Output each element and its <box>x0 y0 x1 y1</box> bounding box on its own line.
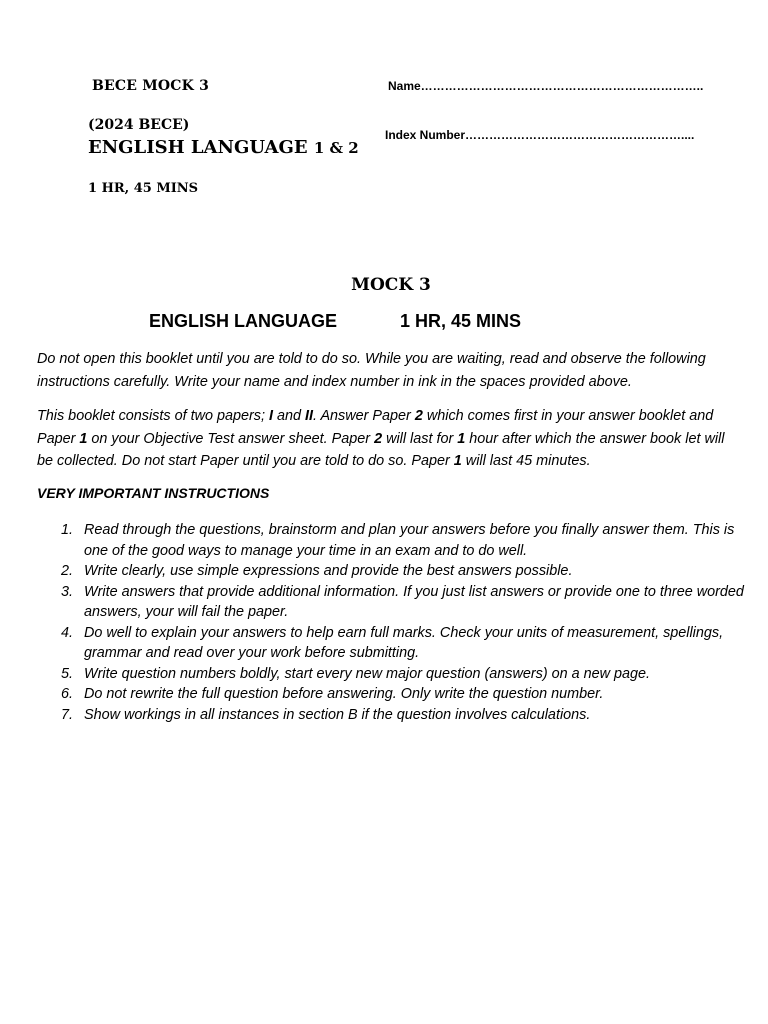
intro-emphasis: II <box>304 408 313 424</box>
intro-emphasis: 1 <box>453 453 462 469</box>
intro-emphasis: 2 <box>374 430 383 447</box>
intro-text: which comes first in your answer booklet and Paper <box>37 408 714 447</box>
list-item-number: 6. <box>61 686 74 702</box>
subject-heading <box>88 137 359 158</box>
list-item-text: Write answers that provide additional information. If you just list answers or provide one to three worded answers, your will fail the paper. <box>84 583 744 620</box>
list-item <box>0 684 744 705</box>
intro-text: will last for <box>382 430 458 447</box>
intro-paragraph-1: Do not open this booklet until you are told to do so. While you are waiting, read and observe the following instructions carefully. Write your name and index number in ink in the spaces provided above. <box>37 351 706 390</box>
list-item-text: Do not rewrite the full question before answering. Only write the question number. <box>84 686 604 702</box>
list-item <box>0 664 744 685</box>
list-item-text: Read through the questions, brainstorm and plan your answers before you finally answer them. This is one of the good ways to manage your time in an exam and to do well. <box>84 522 735 559</box>
exam-duration: 1 HR, 45 MINS <box>88 181 199 196</box>
instructions-heading: VERY IMPORTANT INSTRUCTIONS <box>37 485 270 501</box>
list-item-number: 3. <box>61 583 74 600</box>
instructions-list <box>0 520 768 725</box>
list-item <box>0 623 744 664</box>
index-number-field[interactable]: Index Number……………………………………………….... <box>385 128 695 142</box>
list-item <box>0 705 744 726</box>
intro-text: This booklet consists of two papers; <box>37 408 269 424</box>
list-item <box>0 582 744 623</box>
list-item-text: Show workings in all instances in section B if the question involves calculations. <box>84 706 591 723</box>
title-subject: ENGLISH LANGUAGE <box>149 311 338 331</box>
page-title: MOCK 3 <box>351 275 431 295</box>
intro-paragraph-2 <box>37 405 737 473</box>
intro-emphasis: 1 <box>457 430 466 447</box>
intro-text: . Answer Paper <box>312 408 415 424</box>
list-item-number: 1. <box>61 522 74 538</box>
exam-year: (2024 BECE) <box>88 117 190 133</box>
list-item-number: 4. <box>61 624 74 641</box>
name-field[interactable]: Name…………………………………………………………….. <box>388 79 704 93</box>
title-duration: 1 HR, 45 MINS <box>400 311 522 331</box>
exam-label: BECE MOCK 3 <box>92 78 210 94</box>
list-item-number: 7. <box>61 706 74 723</box>
list-item-number: 2. <box>61 563 74 579</box>
list-item-text: Write question numbers boldly, start every new major question (answers) on a new page. <box>84 665 651 682</box>
list-item <box>0 520 744 561</box>
subject-name: ENGLISH LANGUAGE <box>88 137 308 158</box>
intro-text: hour after which the answer book let will be collected. Do not start Paper until you are told to do so. Paper <box>37 430 725 469</box>
paper-numbers: 1 & 2 <box>313 139 359 157</box>
intro-emphasis: 1 <box>79 430 88 447</box>
intro-emphasis: I <box>268 408 273 424</box>
list-item-number: 5. <box>61 665 74 682</box>
list-item-text: Write clearly, use simple expressions and provide the best answers possible. <box>84 563 573 579</box>
intro-text: will last 45 minutes. <box>461 453 591 469</box>
list-item <box>0 561 744 582</box>
intro-emphasis: 2 <box>414 408 423 424</box>
intro-text: on your Objective Test answer sheet. Paper <box>87 430 375 447</box>
intro-text: and <box>272 408 305 424</box>
list-item-text: Do well to explain your answers to help earn full marks. Check your units of measurement, spellings, grammar and read over your work before submitting. <box>84 624 724 661</box>
